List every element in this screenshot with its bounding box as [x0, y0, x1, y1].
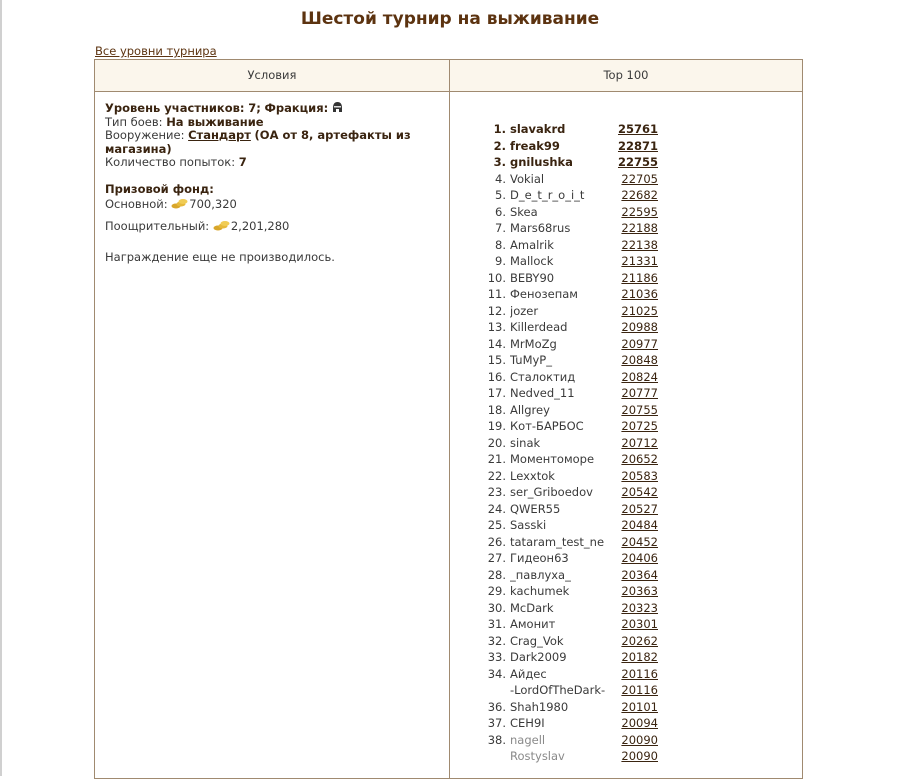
score-link[interactable]: 20542 [621, 485, 658, 499]
rank: 24. [487, 501, 506, 516]
player-name: Айдес [510, 666, 547, 681]
player-name: QWER55 [510, 501, 561, 516]
player-name: D_e_t_r_o_i_t [510, 188, 585, 202]
player-name: Killerdead [510, 320, 568, 334]
top-row [450, 154, 804, 171]
top-row [450, 534, 804, 551]
top-row [450, 550, 804, 567]
prize-title: Призовой фонд: [105, 181, 214, 196]
top-row [450, 138, 804, 155]
score-link[interactable]: 21331 [621, 254, 658, 268]
player-name: Амонит [510, 617, 556, 631]
top-row [450, 600, 804, 617]
top-row [450, 336, 804, 353]
conditions-block [105, 101, 440, 265]
player-name: Mars68rus [510, 221, 571, 235]
score-link[interactable]: 20712 [621, 435, 658, 450]
rank: 20. [487, 435, 506, 450]
helmet-icon [332, 101, 343, 114]
score-link[interactable]: 20323 [621, 600, 658, 615]
score-link[interactable]: 20527 [621, 501, 658, 516]
rank: 27. [487, 551, 506, 565]
score-link[interactable]: 20182 [621, 650, 658, 664]
score-link[interactable]: 20777 [621, 386, 658, 400]
player-name: sinak [510, 435, 541, 450]
top-row [450, 633, 804, 650]
rank: 28. [487, 567, 506, 582]
rank: 3. [493, 155, 506, 169]
score-link[interactable]: 20848 [621, 353, 658, 367]
weapons-link[interactable]: Стандарт [188, 128, 251, 142]
window-edge [0, 0, 2, 776]
top-row [450, 303, 804, 320]
score-link[interactable]: 22138 [621, 237, 658, 252]
player-name: BEBY90 [510, 270, 555, 285]
player-name: MrMoZg [510, 336, 557, 351]
top-row [450, 501, 804, 518]
rank: 15. [487, 353, 506, 367]
top-row [450, 748, 804, 765]
main-prize-label: Основной: [105, 197, 168, 211]
player-name: Сталоктид [510, 369, 576, 384]
score-link[interactable]: 21036 [621, 287, 658, 301]
player-name: McDark [510, 600, 554, 615]
gold-coins-icon [213, 220, 230, 231]
player-name: Sasski [510, 518, 547, 532]
top-row [450, 286, 804, 303]
top-row [450, 732, 804, 749]
top-row [450, 484, 804, 501]
score-link[interactable]: 20301 [621, 617, 658, 631]
top-row [450, 385, 804, 402]
rank: 10. [487, 270, 506, 285]
all-levels-link[interactable]: Все уровни турнира [95, 44, 217, 58]
score-link[interactable]: 20094 [621, 716, 658, 730]
player-name: kachumek [510, 584, 570, 598]
top-row [450, 402, 804, 419]
score-link[interactable]: 20363 [621, 584, 658, 598]
player-name: gnilushka [510, 155, 573, 169]
rank: 21. [487, 452, 506, 466]
player-name: CEH9I [510, 716, 545, 730]
player-name: Nedved_11 [510, 386, 575, 400]
score-link[interactable]: 20725 [621, 419, 658, 433]
player-name: _павлуха_ [510, 567, 571, 582]
top-row [450, 253, 804, 270]
score-link[interactable]: 20364 [621, 567, 658, 582]
top-row [450, 220, 804, 237]
conditions-header: Условия [247, 68, 297, 82]
player-name: freak99 [510, 138, 560, 153]
page-title: Шестой турнир на выживание [300, 9, 600, 29]
top-row [450, 237, 804, 254]
player-name: Фенозепам [510, 287, 578, 301]
main-prize-line [105, 198, 440, 212]
rank: 19. [487, 419, 506, 433]
score-link[interactable]: 20484 [621, 518, 658, 532]
award-note: Награждение еще не производилось. [105, 250, 335, 264]
player-name: -LordOfTheDark- [510, 683, 606, 697]
top-row [450, 517, 804, 534]
level-label: Уровень участников: [105, 101, 245, 115]
faction-label: Фракция: [264, 101, 329, 115]
rank: 16. [487, 369, 506, 384]
top-row [450, 187, 804, 204]
score-link[interactable]: 21186 [621, 270, 658, 285]
rank: 1. [493, 122, 506, 136]
top-row [450, 699, 804, 716]
player-name: Skea [510, 204, 538, 219]
score-link[interactable]: 20090 [621, 732, 658, 747]
rank: 11. [487, 287, 506, 301]
player-name: Dark2009 [510, 650, 567, 664]
rank: 23. [487, 485, 506, 499]
score-link[interactable]: 20116 [621, 666, 658, 681]
attempts-value: 7 [238, 155, 247, 169]
rank: 9. [495, 254, 506, 268]
level-line [105, 101, 440, 116]
top-row [450, 649, 804, 666]
top-row [450, 435, 804, 452]
score-link[interactable]: 22755 [617, 155, 658, 169]
top-row [450, 418, 804, 435]
score-link[interactable]: 20262 [621, 633, 658, 648]
weapons-label: Вооружение: [105, 128, 185, 142]
rank: 30. [487, 600, 506, 615]
score-link[interactable]: 20988 [621, 320, 658, 334]
attempts-label: Количество попыток: [105, 155, 236, 169]
top-row [450, 583, 804, 600]
bonus-prize-line [105, 220, 440, 234]
rank: 18. [487, 402, 506, 417]
score-link[interactable]: 20452 [621, 534, 658, 549]
player-name: Amalrik [510, 237, 554, 252]
top-row [450, 451, 804, 468]
player-name: tataram_test_ne [510, 534, 605, 549]
tournament-panel [94, 59, 803, 779]
rank: 17. [487, 386, 506, 400]
player-name: slavakrd [510, 122, 566, 136]
rank: 13. [487, 320, 506, 334]
rank: 33. [487, 650, 506, 664]
top-row [450, 616, 804, 633]
player-name: TuMyP_ [510, 353, 552, 367]
score-link[interactable]: 21025 [621, 303, 658, 318]
player-name: jozer [510, 303, 539, 318]
gold-coins-icon [171, 198, 188, 209]
rank: 7. [495, 221, 506, 235]
player-name: ser_Griboedov [510, 485, 593, 499]
score-link[interactable]: 25761 [617, 122, 658, 136]
player-name: Моментоморе [510, 452, 595, 466]
weapons-line [105, 129, 440, 156]
player-name: Crag_Vok [510, 633, 564, 648]
rank: 36. [487, 699, 506, 714]
rank: 5. [495, 188, 506, 202]
top-row [450, 270, 804, 287]
rank: 14. [487, 336, 506, 351]
rank: 25. [487, 518, 506, 532]
score-link[interactable]: 20977 [621, 336, 658, 351]
top-header: Top 100 [603, 68, 649, 82]
player-name: Rostyslav [510, 749, 565, 763]
rank: 37. [487, 716, 506, 730]
top-row [450, 567, 804, 584]
rank: 38. [487, 732, 506, 747]
score-link[interactable]: 22705 [621, 171, 658, 186]
player-name: Гидеон63 [510, 551, 569, 565]
score-link[interactable]: 22188 [621, 221, 658, 235]
score-link[interactable]: 22682 [621, 188, 658, 202]
main-prize-value: 700,320 [189, 197, 237, 211]
top-row [450, 352, 804, 369]
attempts-line [105, 156, 440, 170]
battle-type-line [105, 116, 440, 130]
player-name: Allgrey [510, 402, 550, 417]
rank: 12. [487, 303, 506, 318]
top-row [450, 715, 804, 732]
score-link[interactable]: 20755 [621, 402, 658, 417]
rank: 29. [487, 584, 506, 598]
score-link[interactable]: 22595 [621, 204, 658, 219]
player-name: Кот-БАРБОС [510, 419, 584, 433]
score-link[interactable]: 20090 [621, 749, 658, 763]
player-name: Mallock [510, 254, 554, 268]
rank: 8. [495, 237, 506, 252]
level-value: 7; [248, 101, 261, 115]
rank: 26. [487, 534, 506, 549]
rank: 4. [495, 171, 506, 186]
score-link[interactable]: 20406 [621, 551, 658, 565]
player-name: Vokial [510, 171, 545, 186]
top-row [450, 121, 804, 138]
rank: 34. [487, 666, 506, 681]
battle-type-value: На выживание [166, 114, 264, 129]
score-link[interactable]: 20824 [621, 369, 658, 384]
score-link[interactable]: 20116 [621, 683, 658, 697]
rank: 31. [487, 617, 506, 631]
score-link[interactable]: 20101 [621, 699, 658, 714]
top-row [450, 319, 804, 336]
score-link[interactable]: 20652 [621, 452, 658, 466]
bonus-prize-value: 2,201,280 [230, 218, 290, 233]
score-link[interactable]: 20583 [621, 468, 658, 483]
player-name: Shah1980 [510, 699, 569, 714]
weapons-note: (ОА от 8, артефакты из магазина) [105, 128, 411, 156]
bonus-prize-label: Поощрительный: [105, 218, 210, 233]
top-row [450, 682, 804, 699]
top-row [450, 666, 804, 683]
top-row [450, 468, 804, 485]
rank: 32. [487, 633, 506, 648]
rank: 2. [493, 138, 506, 153]
rank: 22. [487, 468, 506, 483]
top-row [450, 204, 804, 221]
player-name: Lexxtok [510, 468, 555, 483]
battle-type-label: Тип боев: [105, 114, 163, 129]
player-name: nagell [510, 732, 546, 747]
score-link[interactable]: 22871 [617, 138, 658, 153]
rank: 6. [495, 204, 506, 219]
top-row [450, 171, 804, 188]
top-row [450, 369, 804, 386]
